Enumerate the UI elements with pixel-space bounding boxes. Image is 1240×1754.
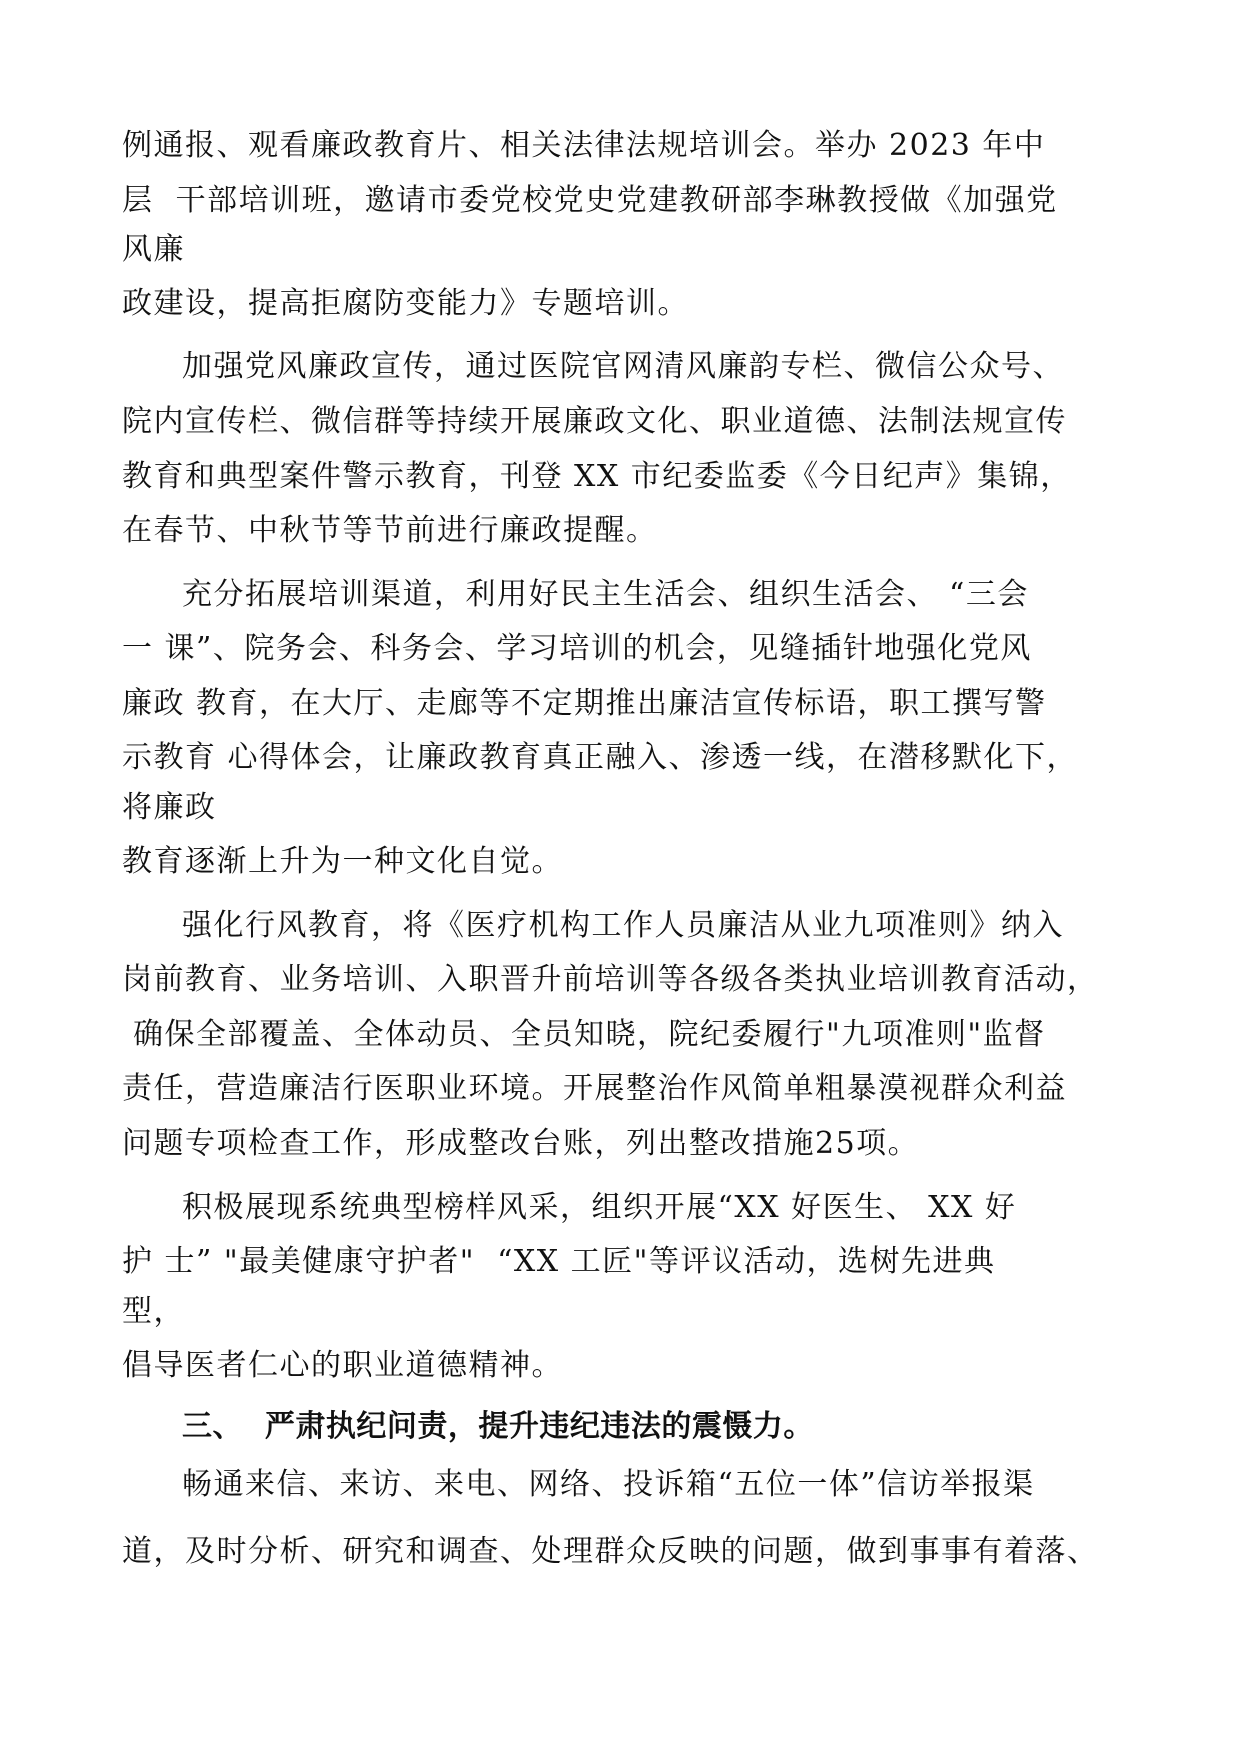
- text-line: 风廉: [122, 232, 185, 267]
- text-line: 岗前教育、业务培训、入职晋升前培训等各级各类执业培训教育活动，: [122, 962, 1099, 997]
- text-line: 护 士” "最美健康守护者" “XX 工匠"等评议活动，选树先进典: [122, 1244, 996, 1279]
- text-line: 教育和典型案件警示教育，刊登 XX 市纪委监委《今日纪声》集锦，: [122, 459, 1072, 494]
- paragraph-first-line: 强化行风教育，将《医疗机构工作人员廉洁从业九项准则》纳入: [182, 908, 1064, 943]
- paragraph-first-line: 积极展现系统典型榜样风采，组织开展“XX 好医生、 XX 好: [182, 1190, 1017, 1225]
- section-heading: 三、 严肃执纪问责，提升违纪违法的震慑力。: [182, 1409, 814, 1444]
- text-line: 倡导医者仁心的职业道德精神。: [122, 1348, 563, 1383]
- text-line: 教育逐渐上升为一种文化自觉。: [122, 844, 563, 879]
- text-line: 道，及时分析、研究和调查、处理群众反映的问题，做到事事有着落、: [122, 1534, 1099, 1569]
- text-line: 在春节、中秋节等节前进行廉政提醒。: [122, 513, 658, 548]
- text-line: 将廉政: [122, 790, 217, 825]
- paragraph-first-line: 畅通来信、来访、来电、网络、投诉箱“五位一体”信访举报渠: [182, 1467, 1035, 1502]
- text-line: 示教育 心得体会，让廉政教育真正融入、渗透一线，在潜移默化下，: [122, 740, 1079, 775]
- text-line: 问题专项检查工作，形成整改台账，列出整改措施25项。: [122, 1126, 920, 1161]
- text-line: 责任，营造廉洁行医职业环境。开展整治作风简单粗暴漠视群众利益: [122, 1071, 1067, 1106]
- text-line: 确保全部覆盖、全体动员、全员知晓，院纪委履行"九项准则"监督: [122, 1017, 1046, 1052]
- text-line: 政建设，提高拒腐防变能力》专题培训。: [122, 286, 689, 321]
- paragraph-first-line: 充分拓展培训渠道，利用好民主生活会、组织生活会、 “三会: [182, 577, 1029, 612]
- text-line: 一 课”、院务会、科务会、学习培训的机会，见缝插针地强化党风: [122, 631, 1032, 666]
- paragraph-first-line: 加强党风廉政宣传，通过医院官网清风廉韵专栏、微信公众号、: [182, 349, 1064, 384]
- text-line: 例通报、观看廉政教育片、相关法律法规培训会。举办 2023 年中: [122, 128, 1046, 163]
- text-line: 院内宣传栏、微信群等持续开展廉政文化、职业道德、法制法规宣传: [122, 404, 1067, 439]
- text-line: 型，: [122, 1294, 185, 1329]
- text-line: 层 干部培训班，邀请市委党校党史党建教研部李琳教授做《加强党: [122, 183, 1058, 218]
- text-line: 廉政 教育，在大厅、走廊等不定期推出廉洁宣传标语，职工撰写警: [122, 686, 1047, 721]
